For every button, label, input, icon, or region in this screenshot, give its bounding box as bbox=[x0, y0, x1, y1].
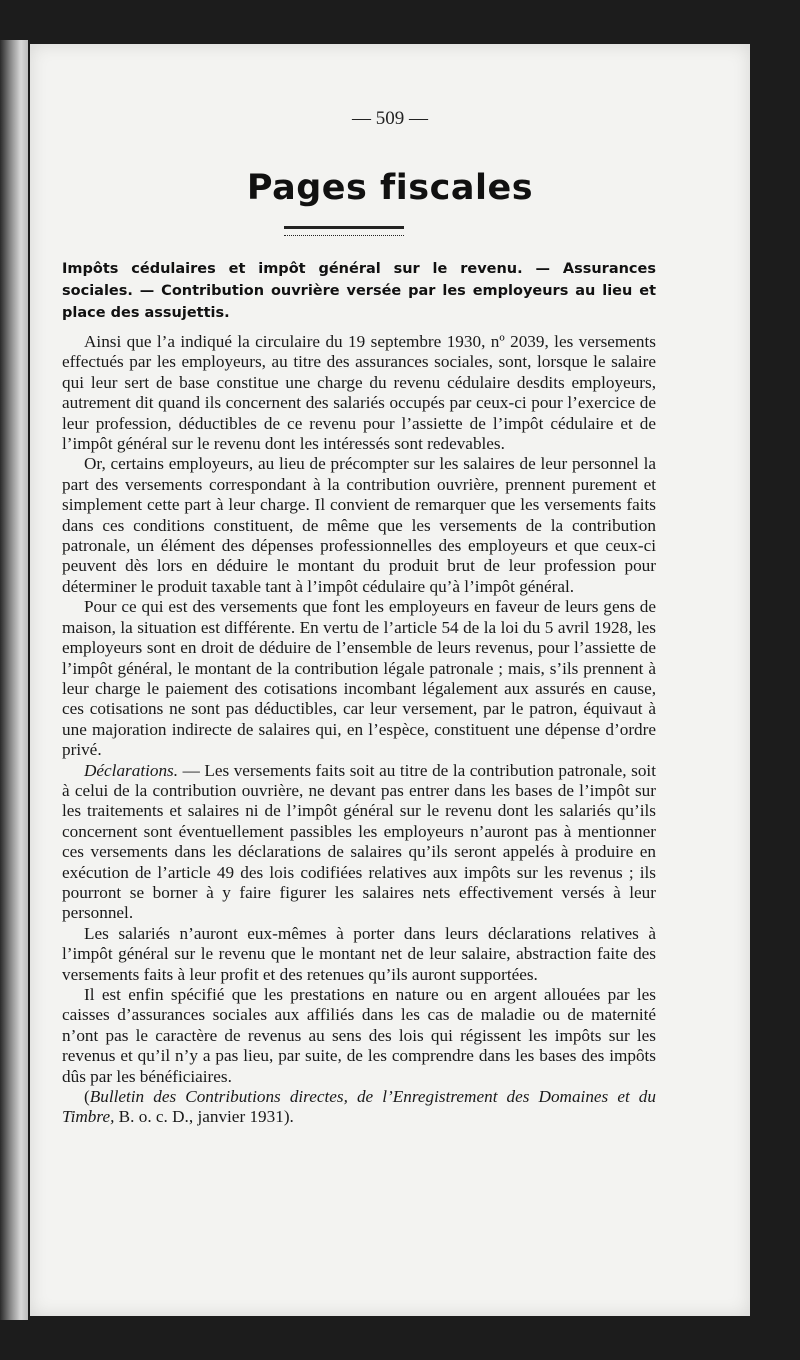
paragraph-1: Ainsi que l’a indiqué la circulaire du 19 septembre 1930, nº 2039, les versements effectués par les employeurs, au titre des assurances sociales, sont, lorsque le salaire qui leur sert de base constitue une charge du revenu cédulaire desdits employeurs, autrement dit quand ils concernent des salariés occupés par ceux-ci pour l’exercice de leur profession, déductibles de ce revenu pour l’assiette de l’impôt cédulaire et de l’impôt général sur le revenu dont les intéressés sont redevables. bbox=[62, 332, 656, 454]
document-page bbox=[30, 44, 750, 1316]
section-heading: Impôts cédulaires et impôt général sur le revenu. — Assurances sociales. — Contribution ouvrière versée par les employeurs au lieu et place des assujettis. bbox=[62, 261, 656, 321]
source-italic: Bulletin des Contributions directes, de l’Enregistrement des Domaines et du Timbre, bbox=[62, 1087, 656, 1127]
paragraph-2: Or, certains employeurs, au lieu de précompter sur les salaires de leur personnel la part des versements correspondant à la contribution ouvrière, prennent purement et simplement cette part à leur charge. Il convient de remarquer que les versements faits dans ces conditions constituent, de même que les versements de la contribution patronale, un élément des dépenses professionnelles des employeurs et que ceux-ci peuvent dès lors en déduire le montant du produit brut de leur profession pour déterminer le produit taxable tant à l’impôt cédulaire qu’à l’impôt général. bbox=[62, 454, 656, 596]
source-open: ( bbox=[84, 1087, 90, 1107]
source-citation bbox=[62, 1087, 656, 1128]
paragraph-5: Les salariés n’auront eux-mêmes à porter dans leurs déclarations relatives à l’impôt général sur le revenu que le montant net de leur salaire, abstraction faite des versements faits à leur profit et des retenues qu’ils auront supportées. bbox=[62, 923, 656, 984]
article-body bbox=[62, 258, 656, 1128]
paragraph-3: Pour ce qui est des versements que font les employeurs en faveur de leurs gens de maison, la situation est différente. En vertu de l’article 54 de la loi du 5 avril 1928, les employeurs sont en droit de déduire de l’ensemble de leurs revenus, pour l’assiette de l’impôt général, le montant de la contribution légale patronale ; mais, s’ils prennent à leur charge le paiement des cotisations incombant légalement aux assurés en cause, ces cotisations ne sont pas déductibles, car leur versement, par le patron, équivaut à une majoration indirecte de salaires qui, en l’espèce, constituent une dépense d’ordre privé. bbox=[62, 597, 656, 760]
paragraph-6: Il est enfin spécifié que les prestations en nature ou en argent allouées par les caisses d’assurances sociales aux affiliés dans les cas de maladie ou de maternité n’ont pas le caractère de revenus au sens des lois qui régissent les impôts sur les revenus et qu’il n’y a pas lieu, par suite, de les comprendre dans les bases des impôts dûs par les bénéficiaires. bbox=[62, 985, 656, 1086]
declarations-lead: Déclarations. bbox=[84, 760, 179, 780]
title-rule bbox=[284, 226, 404, 236]
source-rest: B. o. c. D., janvier 1931). bbox=[114, 1107, 294, 1127]
page-number: — 509 — bbox=[352, 108, 428, 129]
left-page-edge bbox=[0, 40, 28, 1320]
page-title: Pages fiscales bbox=[246, 168, 534, 208]
declarations-text: — Les versements faits soit au titre de la contribution patronale, soit à celui de la contribution ouvrière, ne devant pas entrer dans les bases de l’impôt sur les traitements et salaires ni de l’impôt général sur le revenu dont les salariés qu’ils concernent sont éventuellement passibles les employeurs n’auront pas à mentionner ces versements dans les déclarations de salaires qu’ils seront appelés à produire en exécution de l’article 49 des lois codifiées relatives aux impôts sur les revenus ; ils pourront se borner à y faire figurer les salaires nets effectivement versés à leur personnel. bbox=[62, 760, 656, 923]
declarations-paragraph bbox=[62, 761, 656, 924]
